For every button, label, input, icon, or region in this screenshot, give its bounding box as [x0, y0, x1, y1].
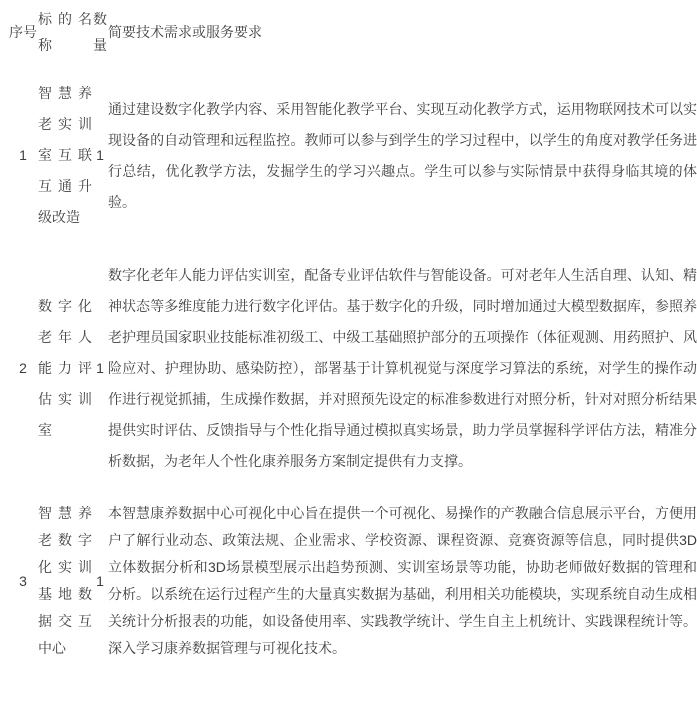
- qty-cell: 1: [96, 147, 104, 163]
- name-cell: 智慧养老实训室互联互通升级改造: [38, 85, 92, 225]
- table-header-row: [8, 0, 697, 64]
- qty-cell: 1: [96, 360, 104, 376]
- header-serial: 序号: [9, 24, 37, 40]
- serial-cell: 2: [19, 360, 27, 376]
- procurement-table: [8, 0, 697, 672]
- serial-cell: 1: [19, 147, 27, 163]
- serial-cell: 3: [19, 572, 27, 589]
- desc-cell: 本智慧康养数据中心可视化中心旨在提供一个可视化、易操作的产教融合信息展示平台，方便用户了解行业动态、政策法规、企业需求、学校资源、课程资源、竞赛资源等信息，同时提供3D立体数据分析和3D场景模型展示出趋势预测、实训室场景等功能，协助老师做好数据的管理和分析。以系统在运行过程产生的大量真实数据为基础，利用相关功能模块，实现系统自动生成相关统计分析报表的功能，如设备使用率、实践教学统计、学生自主上机统计、实践课程统计等。深入学习康养数据管理与可视化技术。: [108, 505, 697, 656]
- name-cell: 数字化老年人能力评估实训室: [38, 298, 92, 438]
- table-row: [8, 64, 697, 247]
- header-name: 标的名称: [38, 11, 92, 53]
- desc-cell: 通过建设数字化教学内容、采用智能化教学平台、实现互动化教学方式，运用物联网技术可以实现设备的自动管理和远程监控。教师可以参与到学生的学习过程中，以学生的角度对教学任务进行总结，优化教学方法，发掘学生的学习兴趣点。学生可以参与实际情景中获得身临其境的体验。: [108, 100, 697, 210]
- table-row: [8, 490, 697, 672]
- header-qty: 数量: [93, 11, 107, 53]
- name-cell: 智慧养老数字化实训基地数据交互中心: [38, 505, 92, 656]
- table-row: [8, 247, 697, 490]
- desc-cell: 数字化老年人能力评估实训室，配备专业评估软件与智能设备。可对老年人生活自理、认知、精神状态等多维度能力进行数字化评估。基于数字化的升级，同时增加通过大模型数据库，参照养老护理员国家职业技能标准初级工、中级工基础照护部分的五项操作（体征观测、用药照护、风险应对、护理协助、感染防控），部署基于计算机视觉与深度学习算法的系统，对学生的操作动作进行视觉抓捕，生成操作数据，并对照预先设定的标准参数进行对照分析，针对对照分析结果提供实时评估、反馈指导与个性化指导通过模拟真实场景，助力学员掌握科学评估方法，精准分析数据，为老年人个性化康养服务方案制定提供有力支撑。: [108, 267, 697, 469]
- qty-cell: 1: [96, 572, 104, 589]
- header-desc: 简要技术需求或服务要求: [108, 24, 262, 40]
